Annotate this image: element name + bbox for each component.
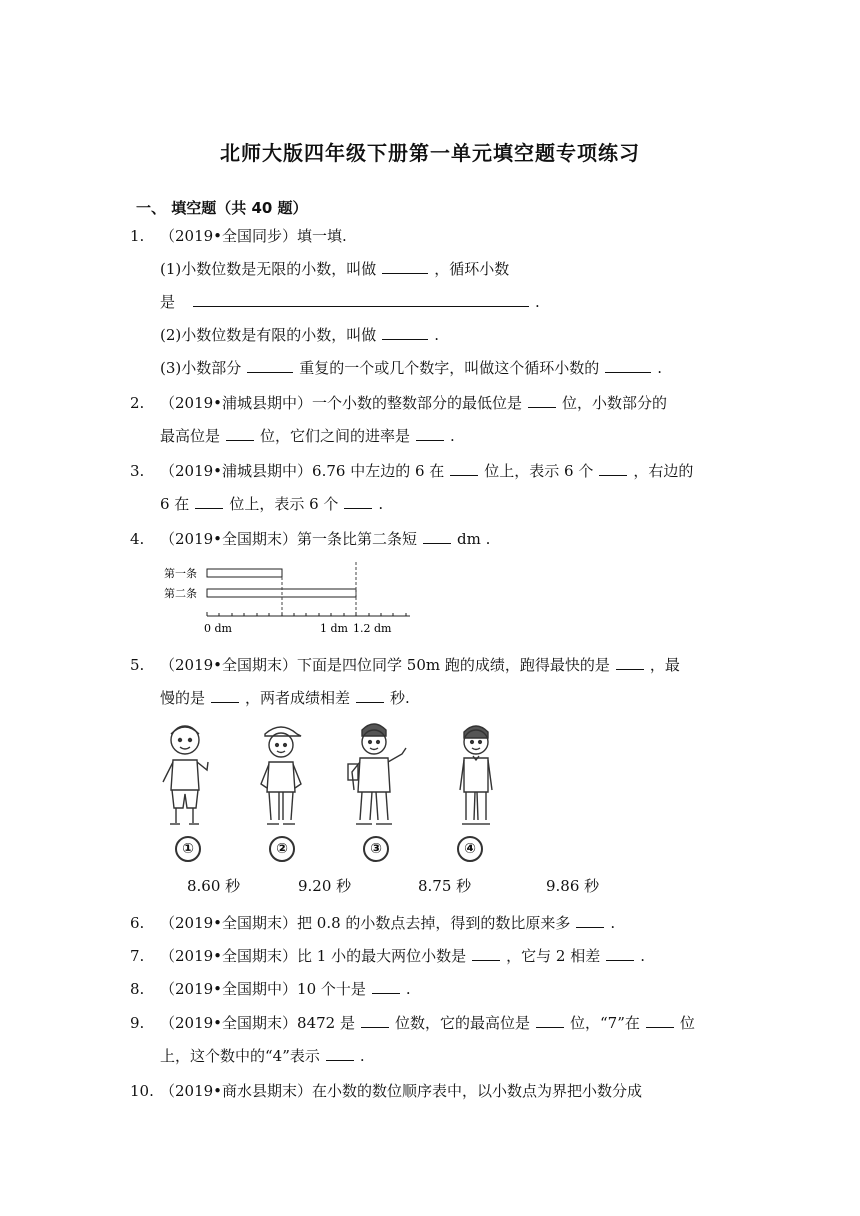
answer-blank[interactable] — [193, 292, 529, 307]
answer-blank[interactable] — [450, 461, 478, 476]
bar1-label: 第一条 — [164, 567, 197, 580]
tick-label-0: 0 dm — [204, 622, 232, 635]
q4-line: （2019•全国期末）第一条比第二条短 dm . — [160, 530, 491, 548]
q1-part3: (3)小数部分 重复的一个或几个数字，叫做这个循环小数的 . — [160, 359, 663, 377]
q7-line: （2019•全国期末）比 1 小的最大两位小数是 ，它与 2 相差 . — [160, 947, 645, 965]
answer-blank[interactable] — [382, 325, 428, 340]
student-2-label: ② — [269, 836, 295, 862]
q10-number: 10. — [130, 1082, 154, 1100]
q5-line1: （2019•全国期末）下面是四位同学 50m 跑的成绩，跑得最快的是 ，最 — [160, 656, 680, 674]
answer-blank[interactable] — [536, 1013, 564, 1028]
student-4-label: ④ — [457, 836, 483, 862]
answer-blank[interactable] — [211, 688, 239, 703]
student-3-time: 8.75 秒 — [418, 877, 472, 895]
bar2-label: 第二条 — [164, 587, 197, 600]
q1-number: 1. — [130, 227, 145, 245]
student-1-time: 8.60 秒 — [187, 877, 241, 895]
q8-line: （2019•全国期中）10 个十是 . — [160, 980, 411, 998]
q1-stem: （2019•全国同步）填一填. — [160, 227, 347, 245]
q2-line2: 最高位是 位，它们之间的进率是 . — [160, 427, 455, 445]
q5-line2: 慢的是 ，两者成绩相差 秒. — [160, 689, 410, 707]
answer-blank[interactable] — [361, 1013, 389, 1028]
page-title: 北师大版四年级下册第一单元填空题专项练习 — [220, 141, 640, 165]
q7-number: 7. — [130, 947, 145, 965]
answer-blank[interactable] — [576, 913, 604, 928]
q5-number: 5. — [130, 656, 145, 674]
student-3-label: ③ — [363, 836, 389, 862]
answer-blank[interactable] — [356, 688, 384, 703]
answer-blank[interactable] — [344, 494, 372, 509]
student-1-label: ① — [175, 836, 201, 862]
q1-part2: (2)小数位数是有限的小数，叫做 . — [160, 326, 440, 344]
q9-number: 9. — [130, 1014, 145, 1032]
length-bars-figure — [160, 562, 420, 640]
q9-line1: （2019•全国期末）8472 是 位数，它的最高位是 位，“7”在 位 — [160, 1014, 695, 1032]
bar1 — [207, 569, 282, 577]
answer-blank[interactable] — [416, 426, 444, 441]
answer-blank[interactable] — [247, 358, 293, 373]
q4-number: 4. — [130, 530, 145, 548]
q2-number: 2. — [130, 394, 145, 412]
q2-line1: （2019•浦城县期中）一个小数的整数部分的最低位是 位，小数部分的 — [160, 394, 668, 412]
answer-blank[interactable] — [605, 358, 651, 373]
q3-number: 3. — [130, 462, 145, 480]
student-3-illustration — [344, 720, 410, 832]
section-heading: 一、 填空题（共 40 题） — [136, 199, 308, 217]
answer-blank[interactable] — [372, 979, 400, 994]
q9-line2: 上，这个数中的“4”表示 . — [160, 1047, 365, 1065]
q1-part1-cont: 是 . — [160, 293, 540, 311]
student-4-time: 9.86 秒 — [546, 877, 600, 895]
q6-number: 6. — [130, 914, 145, 932]
student-2-illustration — [253, 720, 313, 832]
answer-blank[interactable] — [599, 461, 627, 476]
student-2-time: 9.20 秒 — [298, 877, 352, 895]
scale-ticks — [207, 612, 406, 616]
answer-blank[interactable] — [606, 946, 634, 961]
q10-line: （2019•商水县期末）在小数的数位顺序表中，以小数点为界把小数分成 — [160, 1082, 643, 1100]
q1-part1: (1)小数位数是无限的小数，叫做 ，循环小数 — [160, 260, 510, 278]
answer-blank[interactable] — [423, 529, 451, 544]
q6-line: （2019•全国期末）把 0.8 的小数点去掉，得到的数比原来多 . — [160, 914, 616, 932]
student-4-illustration — [448, 720, 508, 832]
tick-label-1: 1 dm — [320, 622, 348, 635]
answer-blank[interactable] — [326, 1046, 354, 1061]
answer-blank[interactable] — [472, 946, 500, 961]
answer-blank[interactable] — [382, 259, 428, 274]
student-1-illustration — [158, 720, 218, 832]
answer-blank[interactable] — [226, 426, 254, 441]
answer-blank[interactable] — [528, 393, 556, 408]
answer-blank[interactable] — [616, 655, 644, 670]
q8-number: 8. — [130, 980, 145, 998]
answer-blank[interactable] — [646, 1013, 674, 1028]
answer-blank[interactable] — [195, 494, 223, 509]
q3-line2: 6 在 位上，表示 6 个 . — [160, 495, 384, 513]
tick-label-1-2: 1.2 dm — [353, 622, 392, 635]
q3-line1: （2019•浦城县期中）6.76 中左边的 6 在 位上，表示 6 个 ，右边的 — [160, 462, 694, 480]
